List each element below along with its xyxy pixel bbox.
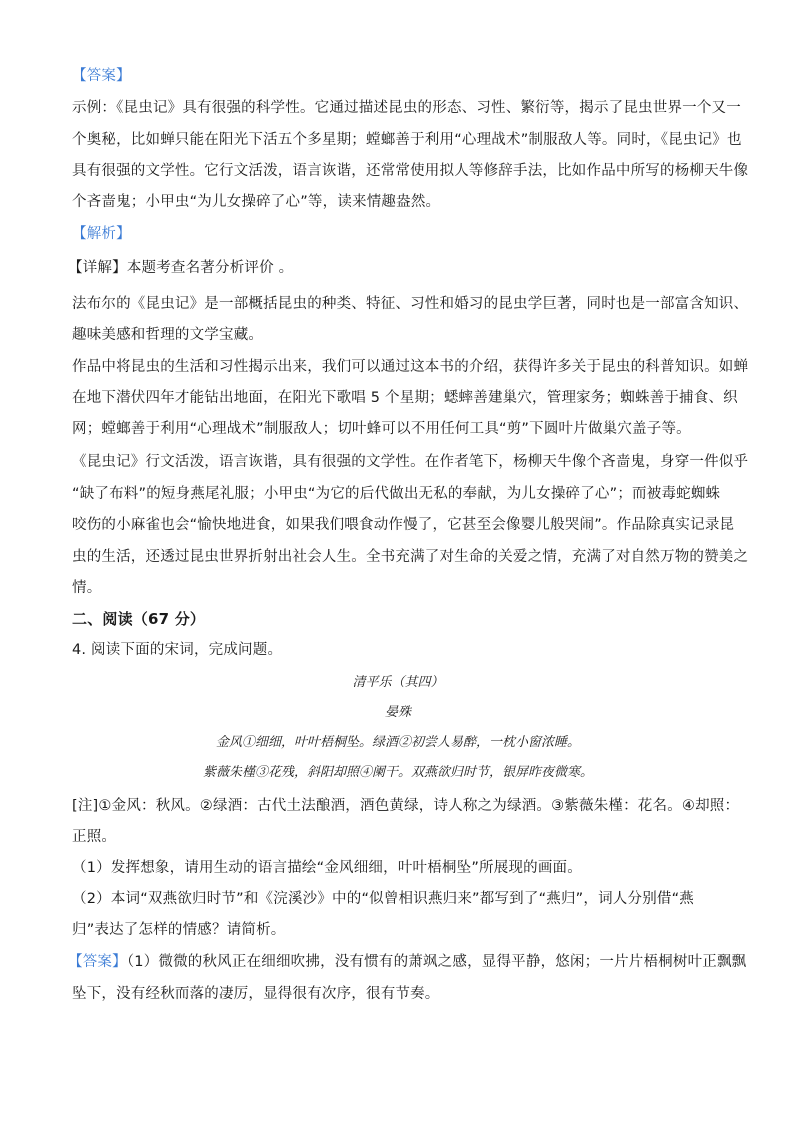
answer-line: 个奥秘，比如蝉只能在阳光下活五个多星期；螳螂善于利用“心理战术”制服敌人等。同时，《昆虫记》也 — [72, 132, 742, 148]
question-2-line: 归”表达了怎样的情感？请简析。 — [72, 922, 286, 938]
section-heading: 二、阅读（67 分） — [72, 610, 206, 628]
poem-title: 清平乐（其四） — [352, 675, 444, 690]
answer-line: 具有很强的文学性。它行文活泼，语言诙谐，还常常使用拟人等修辞手法，比如作品中所写的杨柳天牛像 — [72, 163, 749, 179]
detail-label: 【详解】 — [68, 260, 127, 276]
answer-line: 个吝啬鬼；小甲虫“为儿女操碎了心”等，读来情趣盎然。 — [72, 194, 441, 210]
answer-label: 【答案】 — [72, 68, 131, 84]
answer-line: 示例：《昆虫记》具有很强的科学性。它通过描述昆虫的形态、习性、繁衍等，揭示了昆虫世界一个又一 — [72, 100, 741, 116]
notes-line: [注]①金风：秋风。②绿酒：古代土法酿酒，酒色黄绿，诗人称之为绿酒。③紫薇朱槿：花名。④却照： — [72, 798, 740, 814]
detail-text: 本题考查名著分析评价 。 — [126, 260, 294, 276]
analysis-line: 咬伤的小麻雀也会“愉快地进食，如果我们喂食动作慢了，它甚至会像婴儿般哭闹”。作品除真实记录昆 — [72, 517, 735, 533]
poem-line: 金风①细细，叶叶梧桐坠。绿酒②初尝人易醉，一枕小窗浓睡。 — [215, 735, 580, 750]
notes-line: 正照。 — [72, 829, 117, 845]
question-intro: 4. 阅读下面的宋词，完成问题。 — [72, 642, 283, 658]
question-1: （1）发挥想象，请用生动的语言描绘“金风细细，叶叶梧桐坠”所展现的画面。 — [72, 860, 582, 876]
answer-2-paragraph — [68, 952, 747, 972]
analysis-line: 在地下潜伏四年才能钻出地面，在阳光下歌唱 5 个星期；蟋蟀善建巢穴，管理家务；蜘蛛善于捕食、织 — [72, 390, 738, 406]
detail-paragraph — [68, 258, 720, 278]
analysis-line: 虫的生活，还透过昆虫世界折射出社会人生。全书充满了对生命的关爱之情，充满了对自然万物的赞美之 — [72, 549, 749, 565]
analysis-line: “缺了布料”的短身燕尾礼服；小甲虫“为它的后代做出无私的奉献，为儿女操碎了心”；而被毒蛇蜘蛛 — [72, 486, 721, 502]
poem-author: 晏殊 — [384, 705, 411, 720]
analysis-line: 网；螳螂善于利用“心理战术”制服敌人；切叶蜂可以不用任何工具“剪”下圆叶片做巢穴盖子等。 — [72, 421, 691, 437]
analysis-label: 【解析】 — [72, 226, 131, 242]
analysis-line: 《昆虫记》行文活泼，语言诙谐，具有很强的文学性。在作者笔下，杨柳天牛像个吝啬鬼，身穿一件似乎 — [72, 454, 749, 470]
analysis-line: 情。 — [72, 580, 102, 596]
answer-2-label: 【答案】 — [68, 954, 127, 970]
analysis-line: 作品中将昆虫的生活和习性揭示出来，我们可以通过这本书的介绍，获得许多关于昆虫的科普知识。如蝉 — [72, 359, 749, 375]
analysis-line: 法布尔的《昆虫记》是一部概括昆虫的种类、特征、习性和婚习的昆虫学巨著，同时也是一部富含知识、 — [72, 296, 749, 312]
answer-2-text: （1）微微的秋风正在细细吹拂，没有惯有的萧飒之感，显得平静，悠闲；一片片梧桐树叶正飘飘 — [126, 954, 747, 970]
answer-2-line: 坠下，没有经秋而落的凄厉，显得很有次序，很有节奏。 — [72, 986, 440, 1002]
question-2-line: （2）本词“双燕欲归时节”和《浣溪沙》中的“似曾相识燕归来”都写到了“燕归”，词人分别借“燕 — [72, 891, 695, 907]
poem-line: 紫薇朱槿③花残，斜阳却照④阑干。双燕欲归时节，银屏昨夜微寒。 — [202, 765, 593, 780]
analysis-line: 趣味美感和哲理的文学宝藏。 — [72, 327, 264, 343]
